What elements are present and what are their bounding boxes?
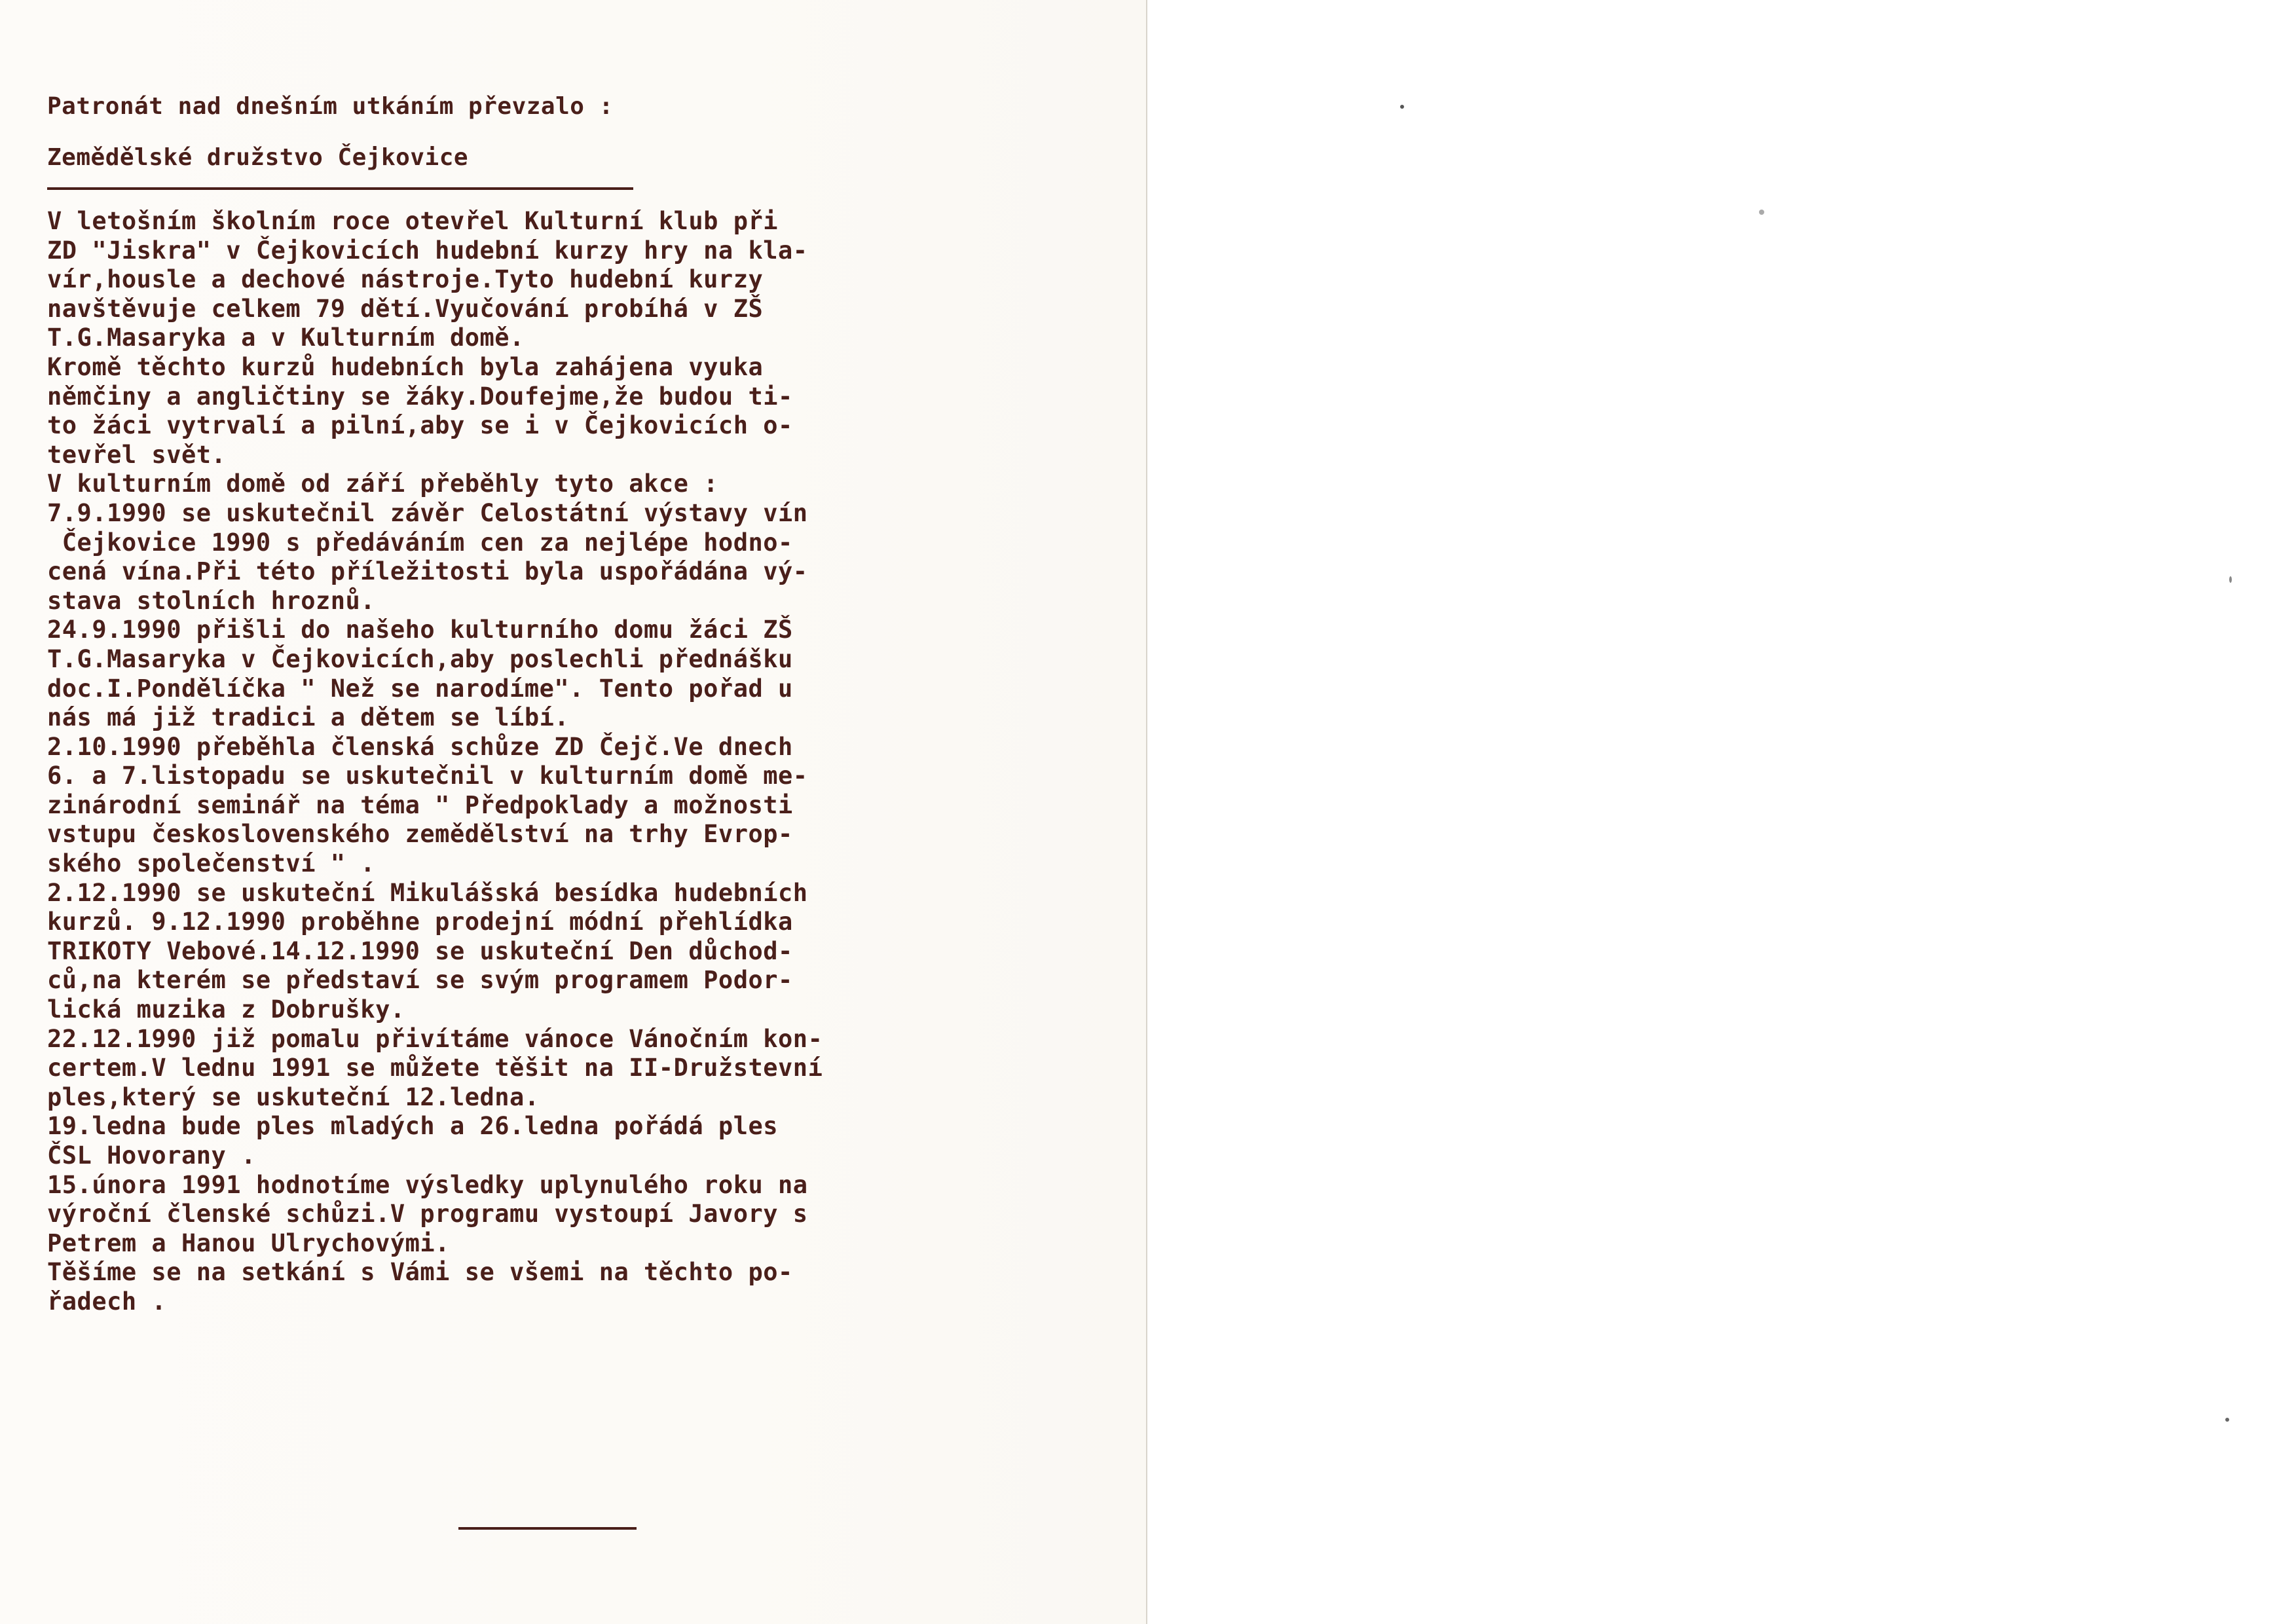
text-line: nás má již tradici a dětem se líbí. — [47, 703, 570, 732]
text-line: TRIKOTY Vebové.14.12.1990 se uskuteční Den důchod- — [47, 936, 793, 965]
text-line: ples,který se uskuteční 12.ledna. — [47, 1082, 540, 1111]
text-line: kurzů. 9.12.1990 proběhne prodejní módní přehlídka — [47, 908, 793, 936]
text-line: navštěvuje celkem 79 dětí.Vyučování probíhá v ZŠ — [47, 294, 764, 323]
text-line: 22.12.1990 již pomalu přivítáme vánoce Vánočním kon- — [47, 1024, 823, 1053]
text-line: certem.V lednu 1991 se můžete těšit na II-Družstevní — [47, 1054, 823, 1082]
text-line: 24.9.1990 přišli do našeho kulturního domu žáci ZŠ — [47, 616, 793, 644]
text-line: tevřel svět. — [47, 440, 227, 469]
text-line: 7.9.1990 se uskutečnil závěr Celostátní výstavy vín — [47, 498, 808, 527]
patronage-line: Patronát nad dnešním utkáním převzalo : — [47, 93, 614, 120]
text-line: Kromě těchto kurzů hudebních byla zahájena vyuka — [47, 352, 764, 381]
text-line: doc.I.Pondělíčka " Než se narodíme". Tento pořad u — [47, 674, 793, 703]
text-line: 2.10.1990 přeběhla členská schůze ZD Čejč.Ve dnech — [47, 732, 793, 761]
closing-rule — [458, 1527, 637, 1530]
text-line: ZD "Jiskra" v Čejkovicích hudební kurzy hry na kla- — [47, 236, 808, 265]
text-line: 15.února 1991 hodnotíme výsledky uplynulého roku na — [47, 1170, 808, 1199]
text-line: řadech . — [47, 1287, 167, 1316]
text-line: T.G.Masaryka a v Kulturním domě. — [47, 323, 525, 352]
text-line: vstupu československého zemědělství na trhy Evrop- — [47, 820, 793, 849]
text-line: lická muzika z Dobrušky. — [47, 995, 405, 1024]
text-line: Těšíme se na setkání s Vámi se všemi na těchto po- — [47, 1258, 793, 1287]
scan-speck — [1759, 210, 1764, 215]
text-line: 19.ledna bude ples mladých a 26.ledna pořádá ples — [47, 1112, 779, 1141]
text-line: V letošním školním roce otevřel Kulturní klub při — [47, 207, 779, 235]
text-line: 6. a 7.listopadu se uskutečnil v kulturním domě me- — [47, 762, 808, 790]
text-line: ců,na kterém se představí se svým programem Podor- — [47, 966, 793, 995]
typewritten-sheet — [0, 0, 1146, 1624]
scan-speck — [2229, 576, 2232, 583]
scan-speck — [2225, 1418, 2229, 1422]
scan-speck — [1400, 105, 1404, 109]
sponsor-name: Zemědělské družstvo Čejkovice — [47, 144, 469, 171]
text-line: cená vína.Při této příležitosti byla uspořádána vý- — [47, 557, 808, 586]
text-line: Čejkovice 1990 s předáváním cen za nejlépe hodno- — [47, 528, 793, 557]
text-line: stava stolních hroznů. — [47, 586, 376, 615]
text-line: 2.12.1990 se uskuteční Mikulášská besídka hudebních — [47, 878, 808, 907]
text-line: to žáci vytrvalí a pilní,aby se i v Čejkovicích o- — [47, 411, 793, 440]
text-line: ského společenství " . — [47, 849, 376, 878]
text-line: vír,housle a dechové nástroje.Tyto hudební kurzy — [47, 265, 764, 294]
header-underline — [47, 187, 633, 190]
text-line: ČSL Hovorany . — [47, 1141, 256, 1170]
document-content — [47, 90, 1095, 1317]
text-line: T.G.Masaryka v Čejkovicích,aby poslechli přednášku — [47, 644, 793, 673]
text-line: Petrem a Hanou Ulrychovými. — [47, 1228, 450, 1257]
text-line: zinárodní seminář na téma " Předpoklady a možnosti — [47, 790, 793, 819]
text-line: němčiny a angličtiny se žáky.Doufejme,že budou ti- — [47, 382, 793, 411]
text-line: V kulturním domě od září přeběhly tyto akce : — [47, 470, 718, 498]
text-line: výroční členské schůzi.V programu vystoupí Javory s — [47, 1200, 808, 1228]
